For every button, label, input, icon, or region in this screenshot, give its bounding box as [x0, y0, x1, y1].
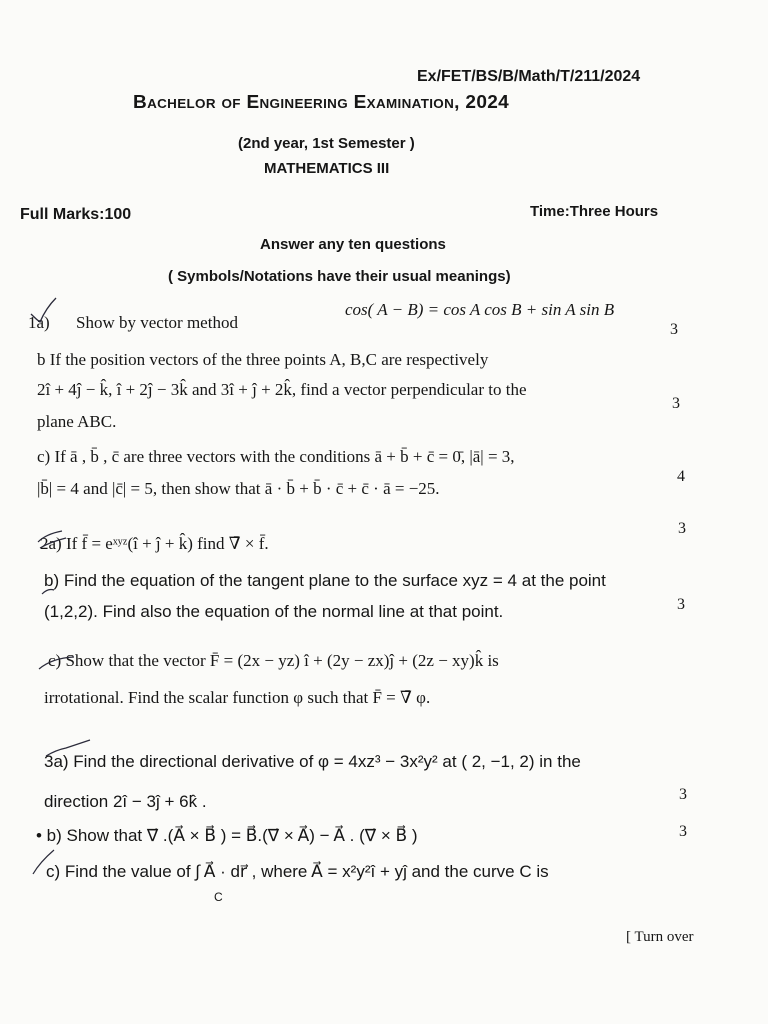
pen-tick-mark-1a: [28, 296, 58, 326]
full-marks: Full Marks:100: [20, 206, 132, 223]
subject-title: MATHEMATICS III: [264, 160, 390, 177]
exam-title: Bachelor of Engineering Examination, 2024: [133, 92, 510, 113]
pen-tick-mark-2c: [36, 654, 76, 674]
question-3a-marks: 3: [679, 786, 687, 803]
question-3a-line2: direction 2î − 3ĵ + 6k̂ .: [44, 792, 207, 811]
question-2a-marks: 3: [678, 520, 686, 537]
question-2a-text: 2a) If f̄ = eˣʸᶻ(î + ĵ + k̂) find ∇̄ × f̄.: [40, 534, 269, 553]
paper-code: Ex/FET/BS/B/Math/T/211/2024: [417, 68, 641, 85]
integral-subscript: C: [214, 890, 223, 904]
question-2b-line1: b) Find the equation of the tangent plane to the surface xyz = 4 at the point: [44, 571, 606, 590]
time-allowed: Time:Three Hours: [530, 203, 659, 220]
question-1a-formula: cos( A − B) = cos A cos B + sin A sin B: [345, 300, 615, 319]
question-1b-line2: 2î + 4ĵ − k̂, î + 2ĵ − 3k̂ and 3î + ĵ + 2k̂, find a vector perpendicular to the: [37, 380, 527, 399]
question-2c-line2: irrotational. Find the scalar function φ such that F̄ = ∇̄ φ.: [44, 688, 431, 707]
pen-tick-mark-3c: [30, 848, 56, 876]
pen-tick-mark-2a: [36, 528, 70, 552]
turn-over: [ Turn over: [626, 929, 694, 945]
question-2b-line2: (1,2,2). Find also the equation of the normal line at that point.: [44, 602, 504, 621]
instruction: Answer any ten questions: [260, 236, 446, 253]
pen-tick-mark-3a: [44, 738, 92, 760]
year-semester: (2nd year, 1st Semester ): [238, 135, 415, 152]
question-1b-line1: b If the position vectors of the three points A, B,C are respectively: [37, 350, 489, 369]
question-3c-text: c) Find the value of ∫ A⃗ · dr⃗ , where A⃗ = x²y²î + yĵ and the curve C is: [46, 862, 549, 881]
question-2b-marks: 3: [677, 596, 685, 613]
question-3a-line1: 3a) Find the directional derivative of φ = 4xz³ − 3x²y² at ( 2, −1, 2) in the: [44, 752, 581, 771]
question-1a-marks: 3: [670, 321, 678, 338]
question-3b-marks: 3: [679, 823, 687, 840]
question-1c-marks: 4: [677, 468, 685, 485]
question-1b-line3: plane ABC.: [37, 412, 117, 431]
pen-tick-mark-2b: [40, 586, 56, 598]
question-2c-line1: c) Show that the vector F̄ = (2x − yz) î + (2y − zx)ĵ + (2z − xy)k̂ is: [48, 651, 499, 670]
question-1a-label: 1a): [28, 313, 50, 332]
question-1c-line2: |b̄| = 4 and |c̄| = 5, then show that ā · b̄ + b̄ · c̄ + c̄ · ā = −25.: [37, 479, 440, 498]
question-1a-text: Show by vector method: [76, 313, 238, 332]
question-3b-text: • b) Show that ∇⃗ .(A⃗ × B⃗ ) = B⃗.(∇⃗ × A⃗) − A⃗ . (∇⃗ × B⃗ ): [36, 826, 418, 845]
notation-note: ( Symbols/Notations have their usual meanings): [168, 268, 511, 285]
question-1c-line1: c) If ā , b̄ , c̄ are three vectors with the conditions ā + b̄ + c̄ = 0̄, |ā| = 3,: [37, 447, 515, 466]
question-1b-marks: 3: [672, 395, 680, 412]
